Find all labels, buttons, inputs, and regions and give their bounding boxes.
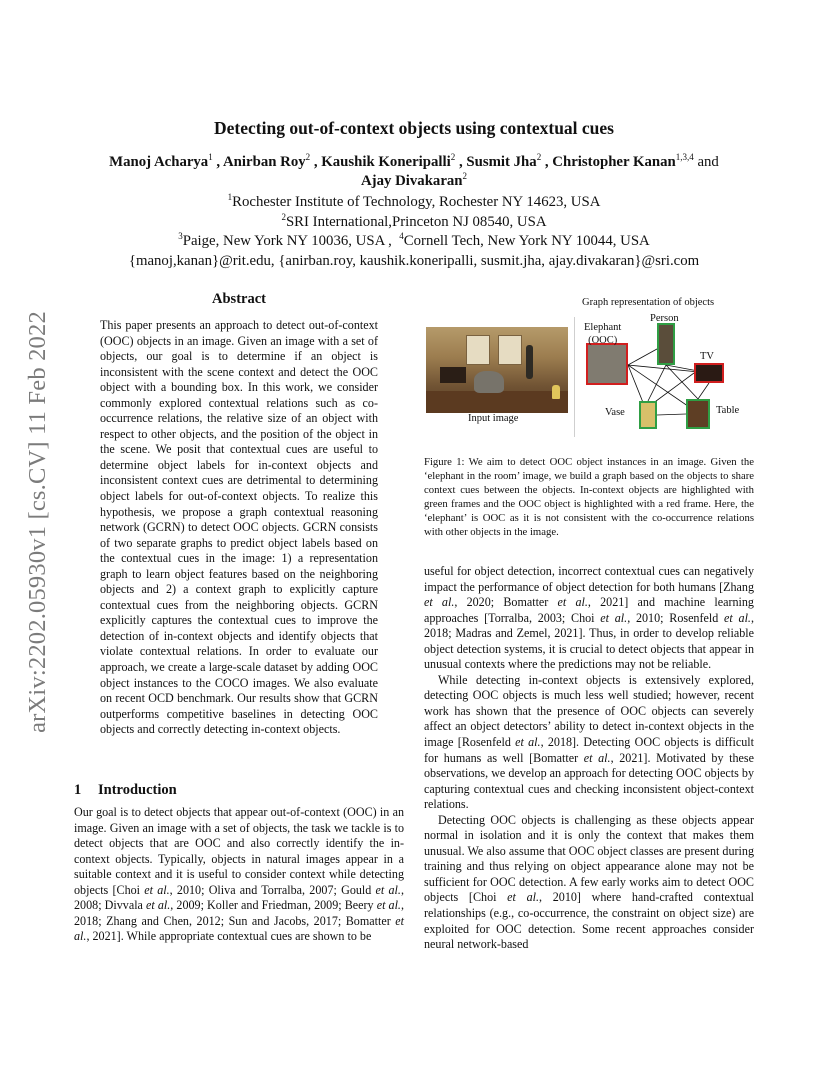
- author-name: Susmit Jha$^2$: [466, 152, 542, 170]
- affiliation-line: $^1$Rochester Institute of Technology, Rochester NY 14623, USA: [227, 192, 601, 210]
- affiliations: [80, 193, 748, 271]
- paper-title: Detecting out-of-context objects using contextual cues: [214, 118, 614, 138]
- affiliation-line: $^3$Paige, New York NY 10036, USA , $^4$Cornell Tech, New York NY 10044, USA: [178, 231, 650, 249]
- author-affil-sup: 2: [305, 152, 311, 163]
- body-paragraph: While detecting in-context objects is extensively explored, detecting OOC objects is much less well studied; however, recent work has shown that the presence of OOC objects can severely affect an object detectors’ ability to detect in-context objects in the image [Rosenfeld et al., 2018]. Detecting OOC objects is difficult for humans as well [Bomatter et al., 2021]. Motivated by these observations, we develop an approach for detecting OOC objects by capturing contextual cues and checking inconsistent object-context relations.: [424, 672, 754, 812]
- node-label-vase: Vase: [605, 407, 625, 418]
- figure-1: [424, 295, 754, 445]
- author-affil-sup: 1,3,4: [675, 152, 694, 163]
- body-paragraph: useful for object detection, incorrect contextual cues can negatively impact the performance of object detection for both humans [Zhang et al., 2020; Bomatter et al., 2021] and machine learning approaches [Torralba, 2003; Choi et al., 2010; Rosenfeld et al., 2018; Madras and Zemel, 2021]. Thus, in order to develop reliable object detection systems, it is crucial to detect objects that appear in unusual contexts where the predictions may not be reliable.: [424, 564, 754, 672]
- abstract-heading: Abstract: [212, 291, 266, 307]
- author-affil-sup: 2: [450, 152, 456, 163]
- author-name: Manoj Acharya$^1$: [109, 152, 213, 170]
- input-image-label: Input image: [468, 413, 519, 424]
- node-label-person: Person: [650, 313, 679, 324]
- intro-paragraph: Our goal is to detect objects that appear out-of-context (OOC) in an image. Given an image with a set of objects, the task we tackle is to detect objects that are OOC and also correctly identify the in-context objects. Typically, objects in natural images appear in a suitable context and it is useful to consider context while detecting objects [Choi et al., 2010; Oliva and Torralba, 2007; Gould et al., 2008; Divvala et al., 2009; Koller and Friedman, 2009; Beery et al., 2018; Zhang and Chen, 2012; Sun and Jacobs, 2017; Bomatter et al., 2021]. While appropriate contextual cues are shown to be: [74, 805, 404, 944]
- section-title: Introduction: [98, 782, 177, 798]
- author-emails: {manoj,kanan}@rit.edu, {anirban.roy, kaushik.koneripalli, susmit.jha, ajay.divakaran}@sri.com: [128, 252, 700, 269]
- author-affil-sup: 2: [536, 152, 542, 163]
- section-number: 1: [74, 782, 82, 798]
- intro-continued: [424, 564, 754, 953]
- author-affil-sup: 1: [208, 152, 213, 163]
- node-label-table: Table: [716, 405, 740, 416]
- authors-and: and: [697, 154, 719, 170]
- graph-node-tv: [694, 363, 724, 383]
- graph-node-vase: [639, 401, 657, 429]
- node-label-elephant: Elephant (OOC): [584, 322, 622, 346]
- arxiv-identifier-text: arXiv:2202.05930v1 [cs.CV] 11 Feb 2022: [24, 311, 51, 733]
- graph-node-table: [686, 399, 710, 429]
- abstract-body: This paper presents an approach to detect out-of-context (OOC) objects in an image. Given an image with a set of objects, our goal is to determine if an object is inconsistent with the scene context and detect the OOC object with a bounding box. In this work, we consider commonly explored contextual relations such as co-occurrence relations, the relative size of an object with respect to other objects, and the position of the object in the scene. We posit that contextual cues are useful to determine object labels for in-context objects and inconsistent context cues are detrimental to determining object labels for out-of-context objects. To realize this hypothesis, we propose a graph contextual reasoning network (GCRN) to detect OOC objects. GCRN consists of two separate graphs to predict object labels based on the contextual cues in the image: 1) a representation graph to learn object features based on the neighboring objects and 2) a context graph to explicitly capture contextual cues from the neighboring objects. GCRN explicitly captures the contextual cues to improve the detection of in-context objects and identify objects that violate contextual relations. In order to evaluate our approach, we create a large-scale dataset by adding OOC object instances to the COCO images. We also evaluate on recent OCD benchmark. Our results show that GCRN outperforms competitive baselines in detecting OOC objects and correctly detecting in-context objects.: [100, 318, 378, 737]
- graph-node-elephant: [586, 343, 628, 385]
- author-list: Manoj Acharya$^1$ , Anirban Roy$^2$ , Kaushik Koneripalli$^2$ , Susmit Jha$^2$ , Christopher Kanan$^{1,3,4}$ and Ajay Divakaran$^2$: [109, 152, 719, 189]
- node-label-tv: TV: [700, 351, 714, 362]
- figure-caption: Figure 1: We aim to detect OOC object instances in an image. Given the ‘elephant in the room’ image, we build a graph based on the objects to share context cues between the objects. In-context objects are highlighted with green frames and the OOC object is highlighted with a red frame. Here, the ‘elephant’ is OOC as it is not consistent with the co-occurrence relations with other objects in the image.: [424, 456, 754, 539]
- arxiv-identifier: [20, 287, 56, 757]
- graph-title: Graph representation of objects: [582, 297, 715, 308]
- body-paragraph: Detecting OOC objects is challenging as these objects appear normal in isolation and it is only the context that makes them unusual. We also assume that OOC object classes are present during training and thus relying on object appearance alone may not be sufficient for OOC detection. A few early works aim to detect OOC objects [Choi et al., 2010] where hand-crafted contextual relationships (e.g., co-occurrence, the constraint on object size) are exploited for OOC detection. Some recent approaches consider neural network-based: [424, 812, 754, 952]
- author-name: Kaushik Koneripalli$^2$: [321, 152, 456, 170]
- author-name: Christopher Kanan$^{1,3,4}$: [552, 152, 694, 170]
- author-affil-sup: 2: [462, 171, 468, 182]
- affiliation-line: $^2$SRI International,Princeton NJ 08540, USA: [281, 211, 547, 230]
- author-name: Anirban Roy$^2$: [223, 152, 311, 170]
- section-heading-introduction: [74, 782, 177, 799]
- graph-node-person: [657, 323, 675, 365]
- author-name: Ajay Divakaran$^2$: [360, 171, 468, 189]
